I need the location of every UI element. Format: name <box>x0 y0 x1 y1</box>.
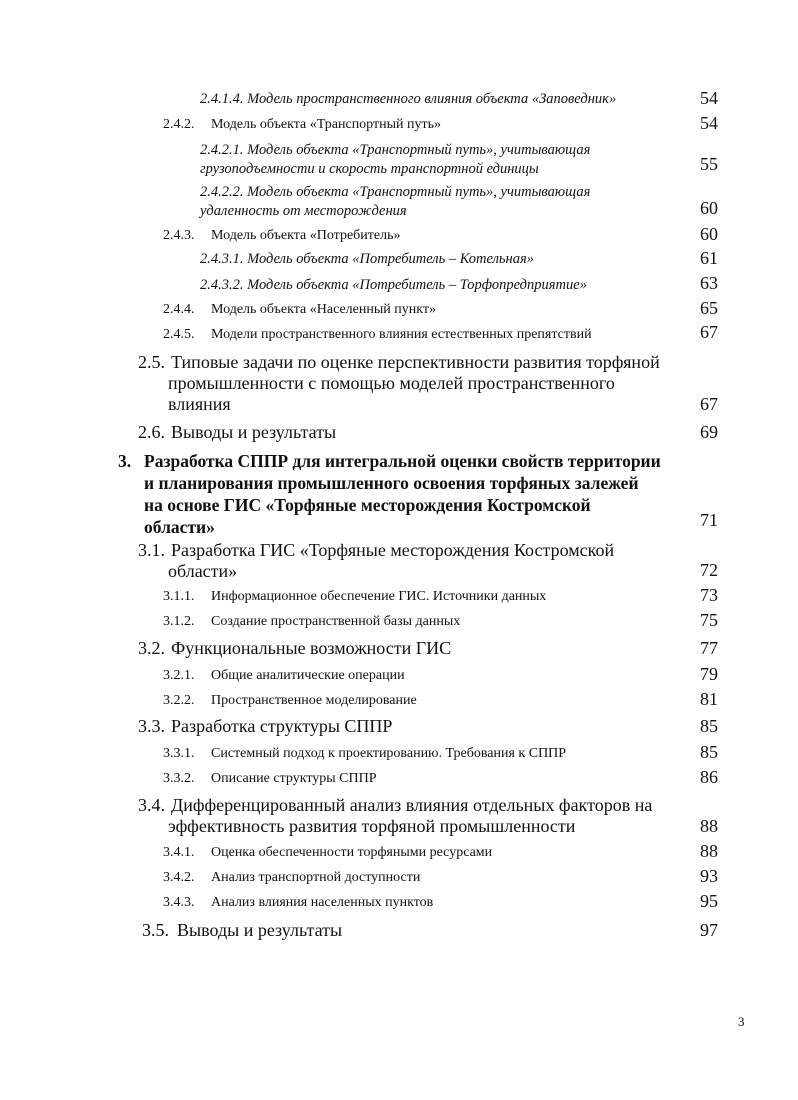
toc-entry-number: 3.1. <box>138 540 165 560</box>
toc-entry-number: 3.3.2. <box>163 771 195 786</box>
toc-entry-title <box>138 795 678 837</box>
toc-entry-number: 3.1.2. <box>163 614 195 629</box>
toc-entry-text: Информационное обеспечение ГИС. Источники данных <box>211 589 547 604</box>
toc-entry-text: Выводы и результаты <box>177 920 343 940</box>
toc-entry-title <box>200 183 660 221</box>
toc-entry-page: 63 <box>700 273 718 293</box>
toc-entry-title <box>163 588 546 606</box>
toc-entry-title <box>163 667 405 685</box>
toc-entry-line: Разработка СППР для интегральной оценки свойств территории <box>144 451 661 471</box>
toc-entry-page: 60 <box>700 224 718 244</box>
toc-entry-text: Разработка структуры СППР <box>171 716 393 736</box>
toc-entry-title <box>163 613 460 631</box>
toc-entry-number: 3.3. <box>138 716 165 736</box>
toc-entry-text: Выводы и результаты <box>171 422 337 442</box>
toc-entry-title: 2.4.3.1. Модель объекта «Потребитель – Котельная» <box>200 251 534 267</box>
toc-entry-page: 54 <box>700 88 718 108</box>
toc-entry-page: 95 <box>700 891 718 911</box>
toc-entry-page: 81 <box>700 689 718 709</box>
toc-entry-number: 3.2. <box>138 638 165 658</box>
toc-entry-line: и планирования промышленного освоения торфяных залежей <box>144 473 639 493</box>
toc-entry-text: Дифференцированный анализ влияния отдельных факторов на <box>171 795 653 815</box>
toc-entry-title <box>163 326 592 344</box>
toc-entry-line: влияния <box>168 394 231 414</box>
toc-entry-page: 55 <box>700 154 718 174</box>
toc-entry-page: 85 <box>700 742 718 762</box>
toc-entry-page: 67 <box>700 322 718 342</box>
toc-entry-title <box>163 844 492 862</box>
toc-entry-page: 73 <box>700 585 718 605</box>
toc-entry-line: промышленности с помощью моделей пространственного <box>168 373 615 393</box>
toc-entry-text: Модель объекта «Потребитель» <box>211 228 401 243</box>
toc-entry-number: 3.2.2. <box>163 693 195 708</box>
toc-entry-page: 93 <box>700 866 718 886</box>
toc-entry-number: 3.4.2. <box>163 870 195 885</box>
toc-entry-page: 60 <box>700 198 718 218</box>
toc-entry-text: Описание структуры СППР <box>211 771 377 786</box>
toc-entry-title <box>138 352 678 415</box>
toc-entry-line: эффективность развития торфяной промышленности <box>168 816 576 836</box>
toc-entry-number: 3.5. <box>142 920 169 940</box>
toc-entry-title <box>138 638 678 659</box>
toc-entry-page: 77 <box>700 638 718 658</box>
toc-entry-title <box>163 770 377 788</box>
toc-entry-text: Пространственное моделирование <box>211 693 417 708</box>
toc-entry-page: 67 <box>700 394 718 414</box>
toc-entry-title: 2.4.1.4. Модель пространственного влияния объекта «Заповедник» <box>200 91 617 107</box>
toc-entry-text: Модель объекта «Населенный пункт» <box>211 302 436 317</box>
toc-entry-line: грузоподъемности и скорость транспортной единицы <box>200 161 539 177</box>
toc-entry-text: Типовые задачи по оценке перспективности развития торфяной <box>171 352 660 372</box>
toc-entry-page: 71 <box>700 510 718 530</box>
toc-entry-number: 3.4. <box>138 795 165 815</box>
toc-entry-line: области» <box>144 517 215 537</box>
toc-entry-number: 2.4.3. <box>163 228 195 243</box>
toc-entry-number: 3. <box>118 451 132 471</box>
toc-entry-text: Модель объекта «Транспортный путь» <box>211 117 442 132</box>
toc-entry-page: 97 <box>700 920 718 940</box>
toc-entry-line: 2.4.2.1. Модель объекта «Транспортный путь», учитывающая <box>200 142 591 158</box>
toc-entry-page: 86 <box>700 767 718 787</box>
toc-entry-title <box>138 716 678 737</box>
toc-entry-title <box>200 141 660 179</box>
toc-entry-title <box>138 422 678 443</box>
toc-entry-title <box>138 540 678 582</box>
toc-entry-title: 2.4.3.2. Модель объекта «Потребитель – Торфопредприятие» <box>200 277 587 293</box>
toc-entry-title <box>142 920 682 941</box>
toc-entry-line: области» <box>168 561 238 581</box>
toc-entry-title <box>163 116 441 134</box>
toc-entry-number: 3.3.1. <box>163 746 195 761</box>
toc-entry-text: Модели пространственного влияния естественных препятствий <box>211 327 592 342</box>
toc-entry-text: Разработка ГИС «Торфяные месторождения Костромской <box>171 540 615 560</box>
toc-entry-title <box>163 692 417 710</box>
toc-entry-title <box>118 450 688 538</box>
toc-entry-page: 61 <box>700 248 718 268</box>
toc-entry-number: 2.5. <box>138 352 165 372</box>
toc-entry-page: 69 <box>700 422 718 442</box>
page-number: 3 <box>738 1014 745 1029</box>
toc-entry-number: 3.1.1. <box>163 589 195 604</box>
toc-entry-title <box>163 227 401 245</box>
toc-entry-number: 3.4.3. <box>163 895 195 910</box>
toc-entry-number: 2.4.2. <box>163 117 195 132</box>
toc-entry-title <box>163 894 433 912</box>
toc-entry-number: 2.6. <box>138 422 165 442</box>
toc-entry-line: на основе ГИС «Торфяные месторождения Костромской <box>144 495 591 515</box>
toc-entry-page: 65 <box>700 298 718 318</box>
toc-entry-text: Анализ влияния населенных пунктов <box>211 895 434 910</box>
toc-entry-page: 85 <box>700 716 718 736</box>
toc-entry-title <box>163 745 566 763</box>
toc-entry-page: 54 <box>700 113 718 133</box>
toc-entry-page: 79 <box>700 664 718 684</box>
toc-entry-text: Функциональные возможности ГИС <box>171 638 452 658</box>
toc-entry-line: удаленность от месторождения <box>200 203 407 219</box>
toc-entry-text: Создание пространственной базы данных <box>211 614 461 629</box>
toc-entry-number: 2.4.4. <box>163 302 195 317</box>
toc-entry-text: Общие аналитические операции <box>211 668 405 683</box>
toc-entry-line: 2.4.2.2. Модель объекта «Транспортный путь», учитывающая <box>200 184 591 200</box>
toc-entry-page: 72 <box>700 560 718 580</box>
toc-entry-text: Системный подход к проектированию. Требования к СППР <box>211 746 567 761</box>
toc-entry-text: Анализ транспортной доступности <box>211 870 421 885</box>
toc-entry-title <box>163 869 420 887</box>
toc-entry-number: 2.4.5. <box>163 327 195 342</box>
toc-entry-page: 75 <box>700 610 718 630</box>
toc-entry-text: Оценка обеспеченности торфяными ресурсами <box>211 845 493 860</box>
toc-entry-number: 3.4.1. <box>163 845 195 860</box>
toc-entry-page: 88 <box>700 841 718 861</box>
toc-entry-title <box>163 301 436 319</box>
toc-entry-number: 3.2.1. <box>163 668 195 683</box>
toc-entry-page: 88 <box>700 816 718 836</box>
